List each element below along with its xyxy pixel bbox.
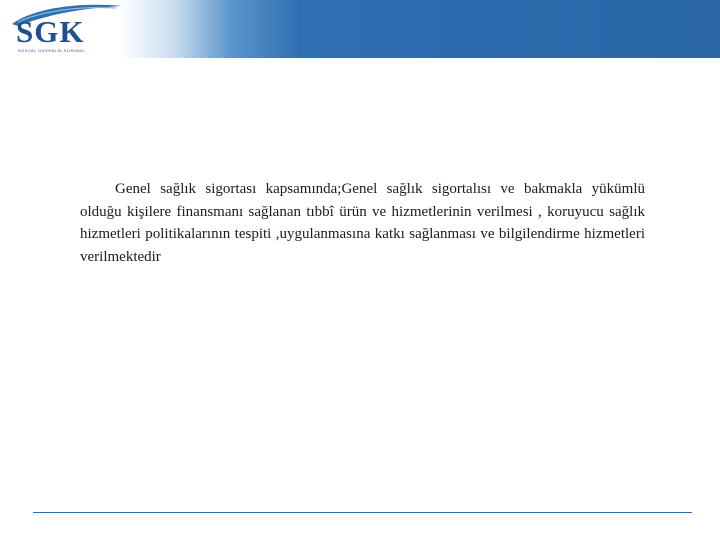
header-band	[0, 0, 720, 58]
body-paragraph: Genel sağlık sigortası kapsamında;Genel sağlık sigortalısı ve bakmakla yükümlü olduğu kişilere finansmanı sağlanan tıbbî ürün ve hizmetlerinin verilmesi , koruyucu sağlık hizmetleri politikalarının tespiti ,uygulanmasına katkı sağlanması ve bilgilendirme hizmetleri verilmektedir	[80, 181, 645, 265]
logo-subtitle: SOSYAL GÜVENLİK KURUMU	[18, 48, 85, 53]
sgk-logo	[4, 2, 134, 58]
footer-divider	[33, 512, 692, 513]
logo-letters: SGK	[16, 14, 85, 49]
